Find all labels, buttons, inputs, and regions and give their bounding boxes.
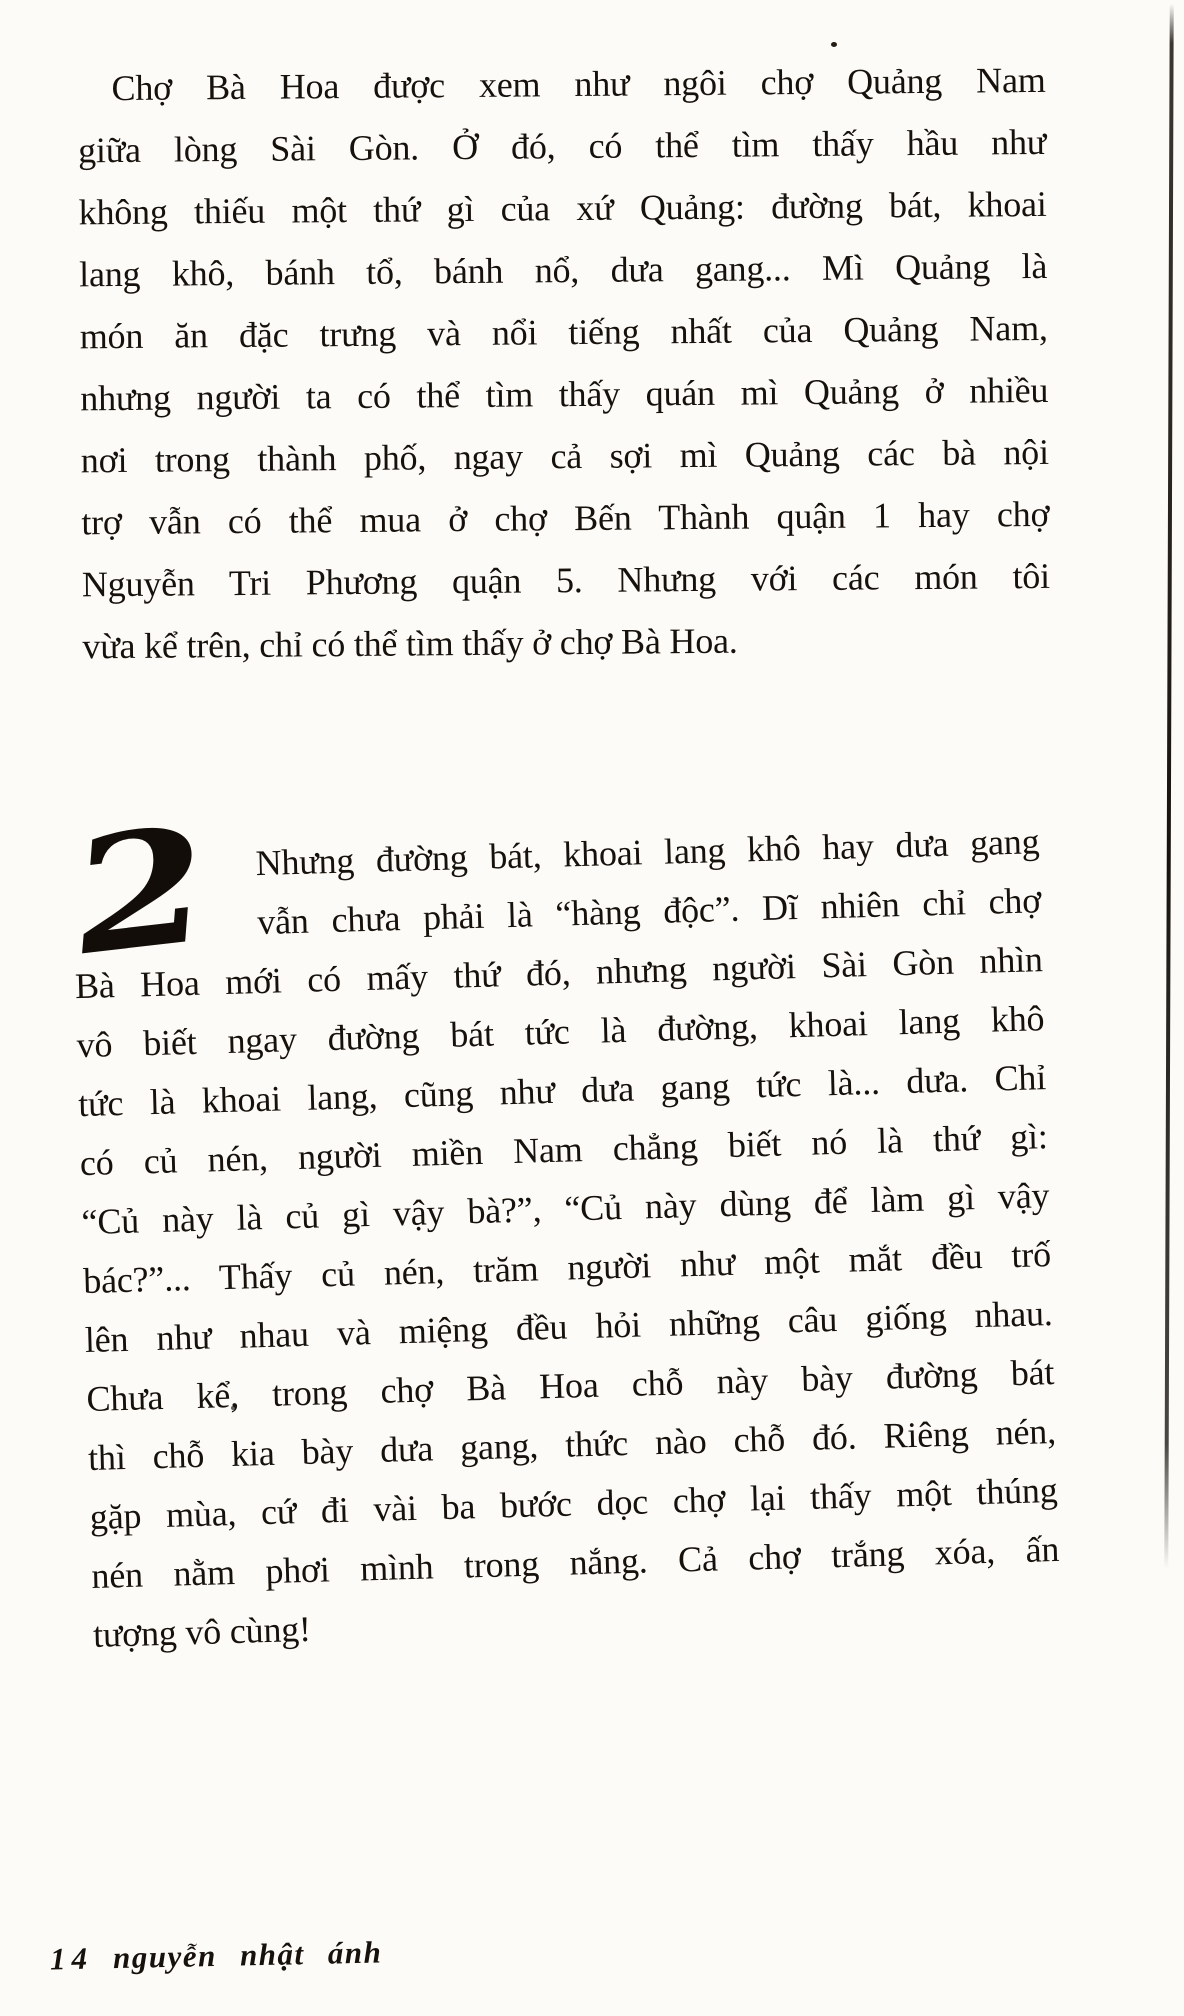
- text-line: giữa lòng Sài Gòn. Ở đó, có thể tìm thấy hầu như: [77, 121, 1047, 171]
- paragraph-1: [77, 49, 1050, 677]
- text-line: tức là khoai lang, cũng như dưa gang tức là... dưa. Chỉ: [77, 1057, 1047, 1125]
- page-number: 14: [49, 1940, 94, 1977]
- text-line: vô biết ngay đường bát tức là đường, khoai lang khô: [76, 998, 1045, 1066]
- text-line: Nhưng đường bát, khoai lang khô hay dưa gang: [255, 821, 1040, 884]
- text-line: lên như nhau và miệng đều hỏi những câu giống nhau.: [84, 1293, 1054, 1361]
- author-name: nguyễn nhật ánh: [112, 1934, 383, 1976]
- text-line: bác?”... Thấy củ nén, trăm người như một mắt đều trố: [82, 1234, 1052, 1302]
- text-line: Bà Hoa mới có mấy thứ đó, nhưng người Sài Gòn nhìn: [74, 939, 1044, 1007]
- text-line: gặp mùa, cứ đi vài ba bước dọc chợ lại thấy một thúng: [89, 1469, 1058, 1537]
- page-text-block: [60, 54, 1060, 1657]
- text-line: nơi trong thành phố, ngay cả sợi mì Quảng các bà nội: [80, 431, 1049, 481]
- text-line: tượng vô cùng!: [92, 1608, 312, 1655]
- section-number-dropcap: 2: [60, 792, 222, 991]
- text-line: “Củ này là củ gì vậy bà?”, “Củ này dùng để làm gì vậy: [81, 1175, 1050, 1243]
- text-line: thì chỗ kia bày dưa gang, thức nào chỗ đó. Riêng nén,: [87, 1410, 1057, 1478]
- page-edge-scan-line: [1164, 4, 1173, 1569]
- text-line: vừa kể trên, chỉ có thể tìm thấy ở chợ Bà Hoa.: [82, 620, 738, 667]
- scan-speck: [831, 42, 837, 47]
- text-line: Chưa kể, trong chợ Bà Hoa chỗ này bày đường bát: [85, 1351, 1055, 1420]
- text-line: món ăn đặc trưng và nổi tiếng nhất của Quảng Nam,: [79, 307, 1048, 357]
- text-line: trợ vẫn có thể mua ở chợ Bến Thành quận 1 hay chợ: [81, 493, 1050, 543]
- paragraph-2: [60, 792, 1062, 1665]
- text-line: Chợ Bà Hoa được xem như ngôi chợ Quảng Nam: [111, 59, 1046, 109]
- text-line: không thiếu một thứ gì của xứ Quảng: đường bát, khoai: [78, 183, 1047, 233]
- text-line: lang khô, bánh tổ, bánh nổ, dưa gang... Mì Quảng là: [79, 245, 1048, 295]
- text-line: Nguyễn Tri Phương quận 5. Nhưng với các món tôi: [81, 555, 1051, 605]
- page-footer: [50, 1931, 383, 1982]
- text-line: vẫn chưa phải là “hàng độc”. Dĩ nhiên chỉ chợ: [256, 880, 1042, 943]
- text-line: nén nằm phơi mình trong nắng. Cả chợ trắng xóa, ấn: [90, 1528, 1060, 1596]
- text-line: nhưng người ta có thể tìm thấy quán mì Quảng ở nhiều: [80, 369, 1049, 419]
- text-line: có củ nén, người miền Nam chẳng biết nó là thứ gì:: [79, 1116, 1049, 1184]
